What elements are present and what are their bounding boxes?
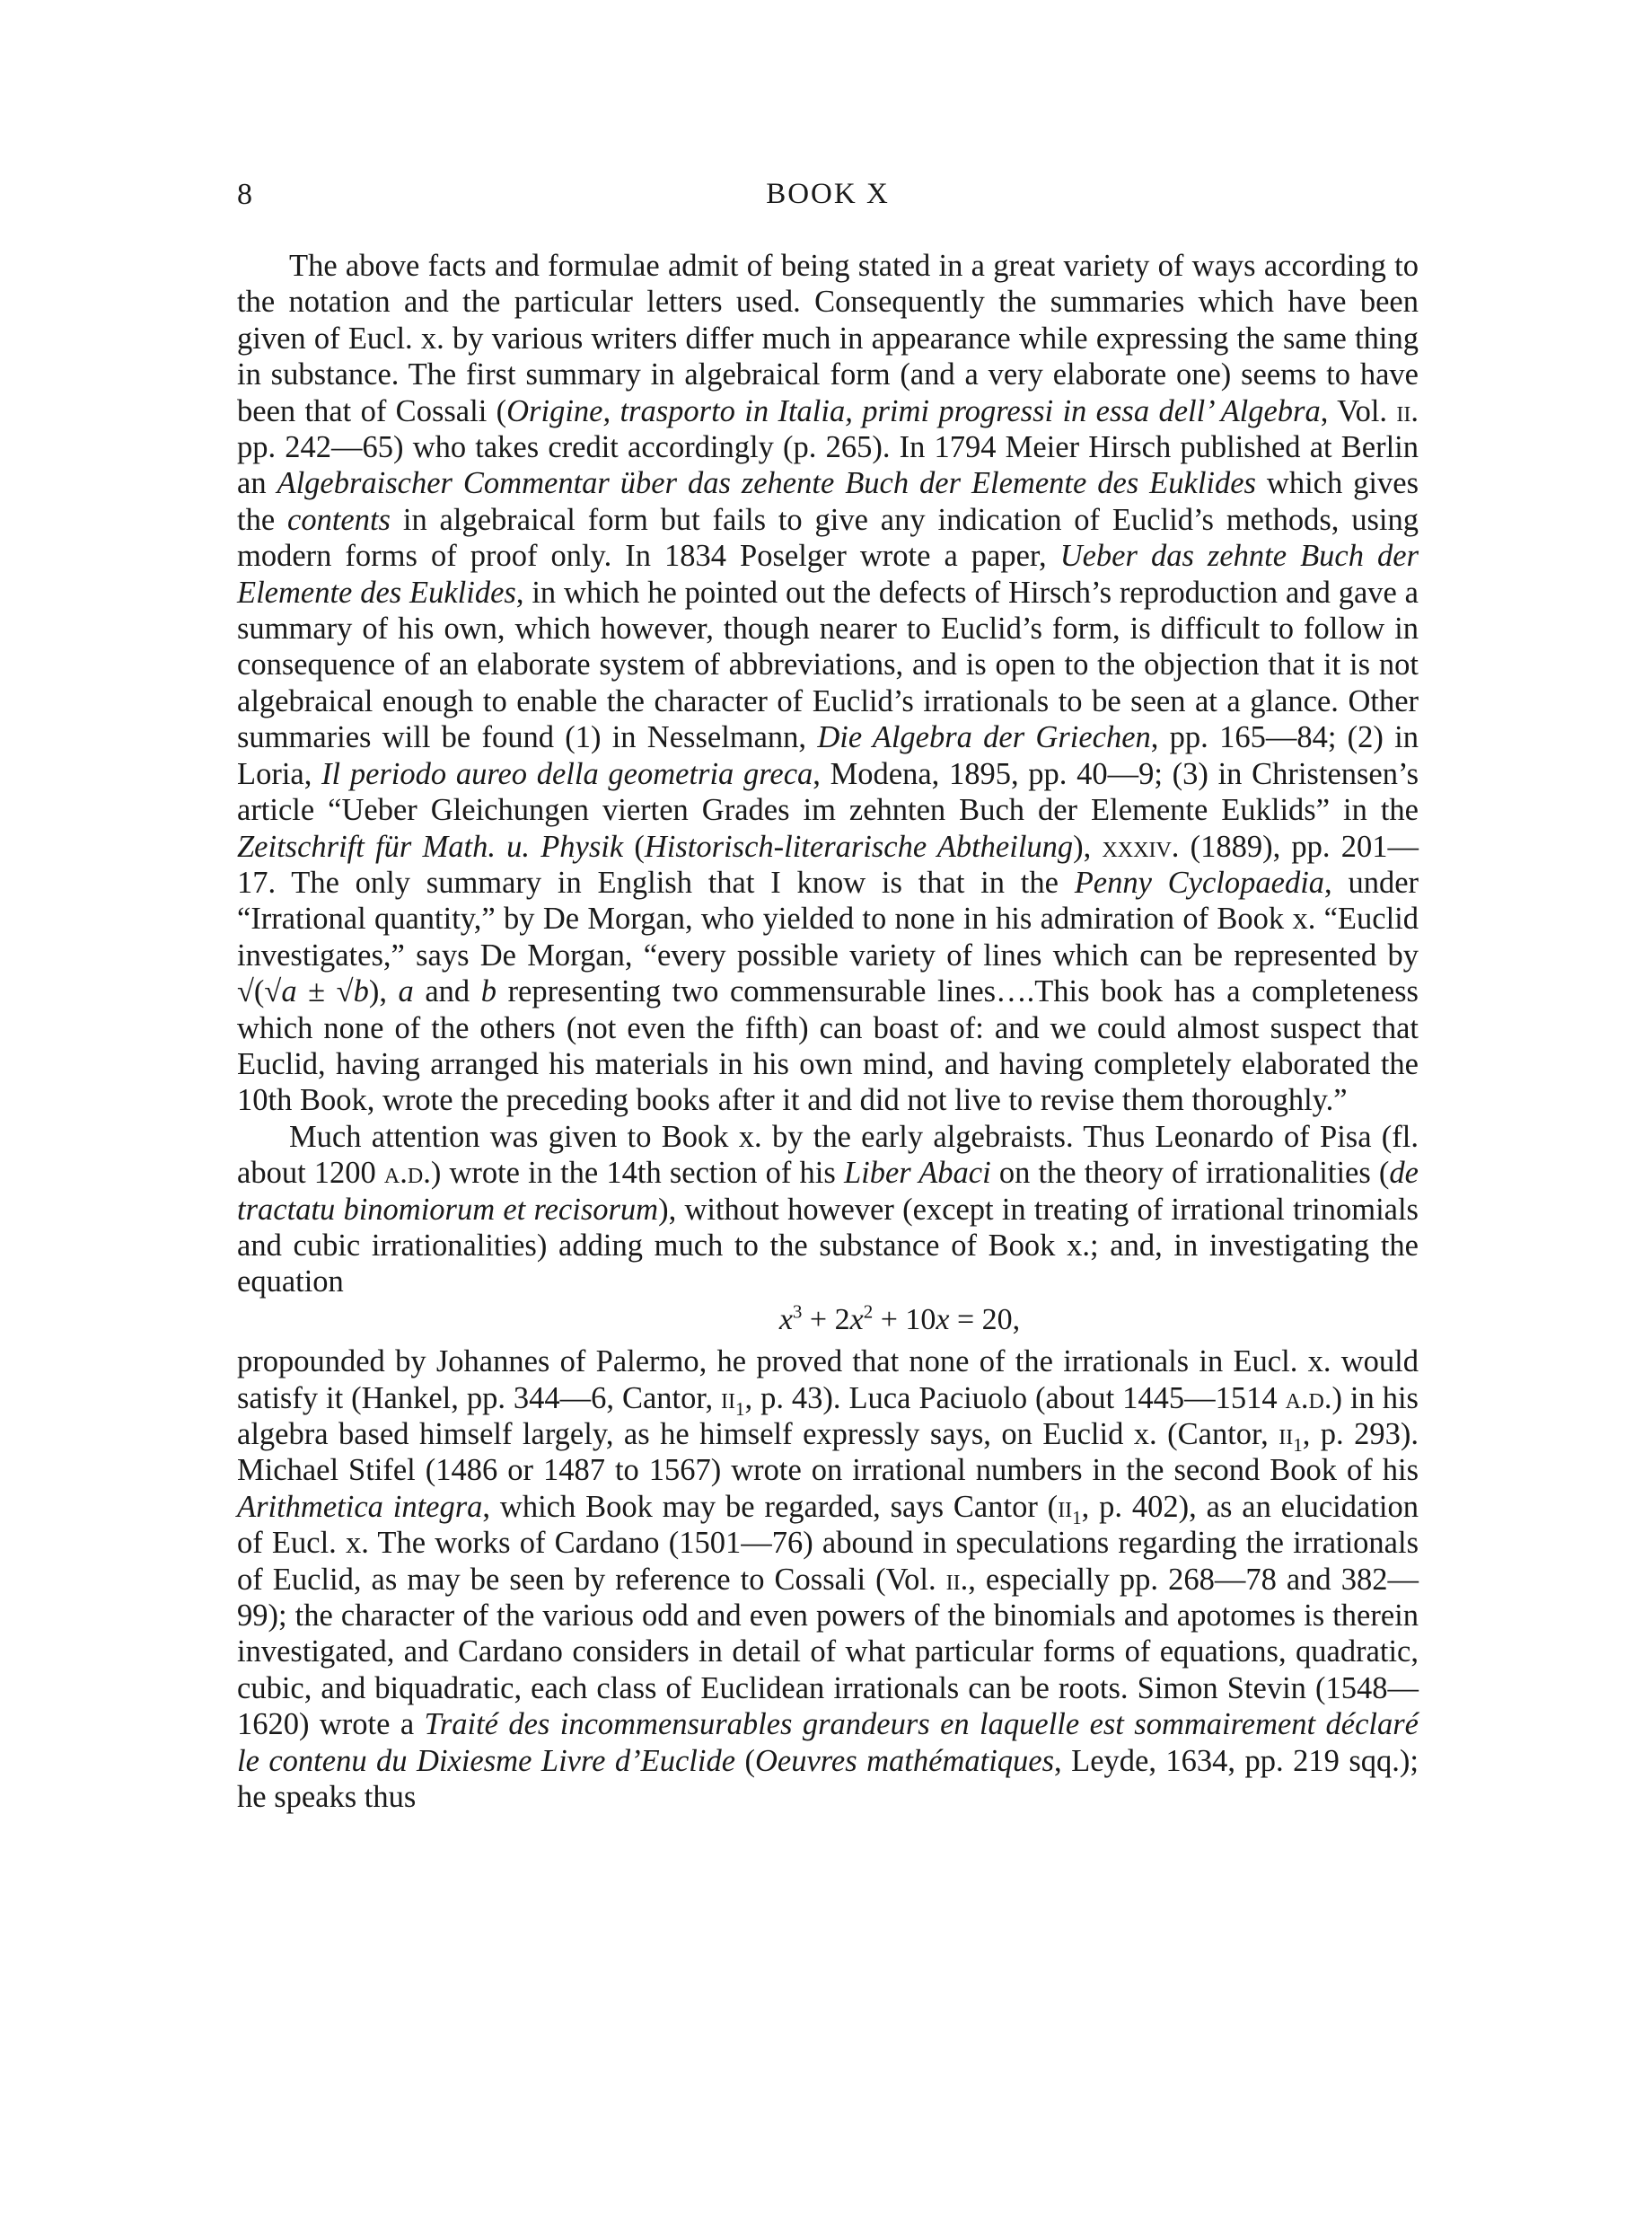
book-page xyxy=(237,171,1419,1815)
paragraph-summaries: The above facts and formulae admit of being stated in a great variety of ways according to the notation and the particular letters used. Consequently the summaries which have been given of Eucl. x. by various writers differ much in appearance while expressing the same thing in substance. The first summary in algebraical form (and a very elaborate one) seems to have been that of Cossali (Origine, trasporto in Italia, primi progressi in essa dell’ Algebra, Vol. ii. pp. 242—65) who takes credit accordingly (p. 265). In 1794 Meier Hirsch published at Berlin an Algebraischer Commentar über das zehente Buch der Elemente des Euklides which gives the contents in algebraical form but fails to give any indication of Euclid’s methods, using modern forms of proof only. In 1834 Poselger wrote a paper, Ueber das zehnte Buch der Elemente des Euklides, in which he pointed out the defects of Hirsch’s reproduction and gave a summary of his own, which however, though nearer to Euclid’s form, is difficult to follow in consequence of an elaborate system of abbreviations, and is open to the objection that it is not algebraical enough to enable the character of Euclid’s irrationals to be seen at a glance. Other summaries will be found (1) in Nesselmann, Die Algebra der Griechen, pp. 165—84; (2) in Loria, Il periodo aureo della geometria greca, Modena, 1895, pp. 40—9; (3) in Christensen’s article “Ueber Gleichungen vierten Grades im zehnten Buch der Elemente Euklids” in the Zeitschrift für Math. u. Physik (Historisch-literarische Abtheilung), xxxiv. (1889), pp. 201—17. The only summary in English that I know is that in the Penny Cyclopaedia, under “Irrational quantity,” by De Morgan, who yielded to none in his admiration of Book x. “Euclid investigates,” says De Morgan, “every possible variety of lines which can be represented by √(√a ± √b), a and b representing two commensurable lines….This book has a completeness which none of the others (not even the fifth) can boast of: and we could almost suspect that Euclid, having arranged his materials in his own mind, and having completely elaborated the 10th Book, wrote the preceding books after it and did not live to revise them thoroughly.” xyxy=(237,249,1419,1118)
page-header xyxy=(237,171,1419,225)
equation: $x^3 + 2x^2 + 10x = 20$, xyxy=(778,1300,1021,1336)
page-number: 8 xyxy=(237,178,252,211)
running-head: BOOK X xyxy=(766,178,890,210)
body-text xyxy=(237,248,1419,1815)
paragraph-early-algebraists: Much attention was given to Book x. by the early algebraists. Thus Leonardo of Pisa (fl. about 1200 a.d.) wrote in the 14th section of his Liber Abaci on the theory of irrationalities (de tractatu binomiorum et recisorum), without however (except in treating of irrational trinomials and cubic irrationalities) adding much to the substance of Book x.; and, in investigating the equation xyxy=(237,1119,1419,1299)
paragraph-continuation: propounded by Johannes of Palermo, he proved that none of the irrationals in Eucl. x. would satisfy it (Hankel, pp. 344—6, Cantor, $ii_1$, p. 43). Luca Paciuolo (about 1445—1514 a.d.) in his algebra based himself largely, as he himself expressly says, on Euclid x. (Cantor, $ii_1$, p. 293). Michael Stifel (1486 or 1487 to 1567) wrote on irrational numbers in the second Book of his Arithmetica integra, which Book may be regarded, says Cantor ($ii_1$, p. 402), as an elucidation of Eucl. x. The works of Cardano (1501—76) abound in speculations regarding the irrationals of Euclid, as may be seen by reference to Cossali (Vol. ii., especially pp. 268—78 and 382—99); the character of the various odd and even powers of the binomials and apotomes is therein investigated, and Cardano considers in detail of what particular forms of equations, quadratic, cubic, and biquadratic, each class of Euclidean irrationals can be roots. Simon Stevin (1548—1620) wrote a Traité des incommensurables grandeurs en laquelle est sommairement déclaré le contenu du Dixiesme Livre d’Euclide (Oeuvres mathématiques, Leyde, 1634, pp. 219 sqq.); he speaks thus xyxy=(237,1344,1419,1815)
